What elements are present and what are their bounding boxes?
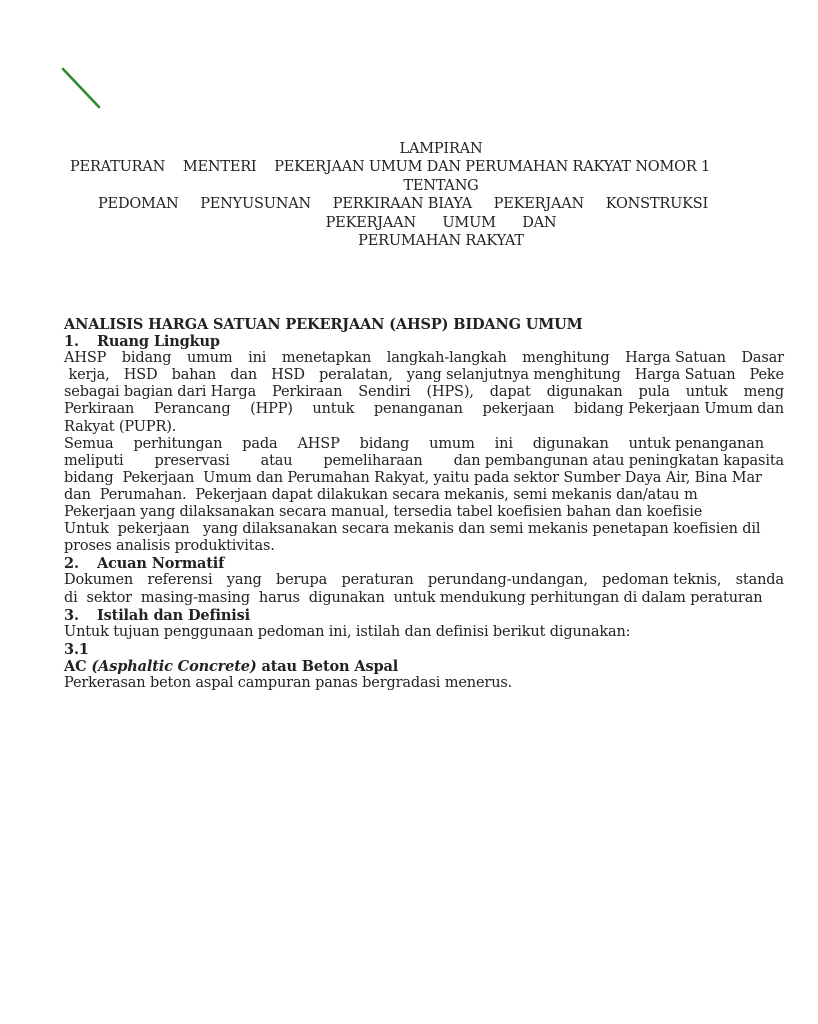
paragraph-word: bidang Pekerjaan Umum dan Perumahan Rakyat, yaitu pada sektor Sumber Daya Air, Bina Mar <box>64 469 762 486</box>
paragraph-line <box>64 384 784 401</box>
paragraph-word: bidang <box>359 435 410 452</box>
header-pekerjaan-umum: PEKERJAAN UMUM DAN <box>325 214 557 231</box>
paragraph-word: Perkiraan <box>272 384 343 401</box>
paragraph-line <box>64 436 784 453</box>
paragraph-word: Rakyat (PUPR). <box>64 418 177 435</box>
paragraph-word: digunakan <box>532 435 609 452</box>
paragraph-word: penanganan <box>373 401 463 418</box>
paragraph-line <box>64 538 784 555</box>
header-pedoman-line <box>98 195 708 213</box>
paragraph-word: Dasar <box>741 350 784 367</box>
paragraph-word: bahan <box>171 367 217 384</box>
paragraph-word: digunakan <box>546 384 623 401</box>
paragraph-line <box>64 572 784 589</box>
section-heading-text: Acuan Normatif <box>97 555 225 573</box>
paragraph-word: Dokumen <box>64 572 134 589</box>
term-prefix: AC <box>64 657 92 675</box>
paragraph-word: (HPP) <box>250 401 293 418</box>
paragraph-word: AHSP <box>64 350 107 367</box>
paragraph-word: dapat <box>489 384 531 401</box>
paragraph-word: menghitung <box>522 350 610 367</box>
paragraph-word: pemeliharaan <box>323 452 423 469</box>
paragraph-word: referensi <box>147 572 213 589</box>
section-number: 1. <box>64 333 79 351</box>
paragraph-ruang-lingkup <box>64 350 784 435</box>
paragraph-word: untuk <box>312 401 355 418</box>
paragraph-word: Pekerjaan yang dilaksanakan secara manual, tersedia tabel koefisien bahan dan koefisie <box>64 504 703 521</box>
term-heading <box>64 658 784 675</box>
section-heading-3 <box>64 607 784 624</box>
term-suffix: atau Beton Aspal <box>256 657 399 675</box>
paragraph-line <box>64 367 784 384</box>
paragraph-word: Perkiraan <box>64 401 135 418</box>
paragraph-word: ini <box>494 435 513 452</box>
paragraph-acuan-normatif <box>64 572 784 606</box>
subsection-number: 3.1 <box>64 640 89 658</box>
paragraph-word: Perancang <box>153 401 231 418</box>
paragraph-word: dan Perumahan. Pekerjaan dapat dilakukan secara mekanis, semi mekanis dan/atau m <box>64 486 698 503</box>
paragraph-word: yang <box>226 572 262 589</box>
header-word: PEDOMAN <box>98 196 179 213</box>
paragraph-word: Untuk pekerjaan yang dilaksanakan secara mekanis dan semi mekanis penetapan koefisien dil <box>64 521 761 538</box>
header-word: PENYUSUNAN <box>200 196 312 213</box>
document-header <box>64 140 784 250</box>
paragraph-word: kerja, <box>64 367 110 384</box>
paragraph-word: pada <box>242 435 278 452</box>
header-tentang: TENTANG <box>403 177 479 194</box>
section-heading-text: Istilah dan Definisi <box>97 606 251 624</box>
paragraph-word: yang selanjutnya menghitung <box>406 367 621 384</box>
paragraph-line <box>64 350 784 367</box>
paragraph-word: meliputi <box>64 452 124 469</box>
paragraph-word: umum <box>186 350 233 367</box>
paragraph-word: preservasi <box>154 452 230 469</box>
paragraph-word: dan pembangunan atau peningkatan kapasita <box>453 452 784 469</box>
paragraph-word: ini <box>248 350 267 367</box>
paragraph-istilah: Untuk tujuan penggunaan pedoman ini, istilah dan definisi berikut digunakan: <box>64 623 631 640</box>
paragraph-word: atau <box>260 452 293 469</box>
paragraph-word: Semua <box>64 435 114 452</box>
paragraph-line <box>64 504 784 521</box>
paragraph-line <box>64 487 784 504</box>
section-number: 3. <box>64 606 79 624</box>
section-heading-2 <box>64 555 784 572</box>
paragraph-perhitungan <box>64 436 784 556</box>
paragraph-word: proses analisis produktivitas. <box>64 538 275 555</box>
paragraph-word: dan <box>230 367 258 384</box>
header-perumahan-rakyat: PERUMAHAN RAKYAT <box>358 233 524 250</box>
paragraph-word: Harga Satuan <box>625 350 726 367</box>
paragraph-word: bidang Pekerjaan Umum dan <box>573 401 784 418</box>
paragraph-word: perhitungan <box>133 435 223 452</box>
paragraph-word: HSD <box>123 367 158 384</box>
paragraph-word: peralatan, <box>319 367 393 384</box>
paragraph-line <box>64 470 784 487</box>
header-peraturan-line <box>70 158 710 176</box>
paragraph-word: di sektor masing-masing harus digunakan untuk mendukung perhitungan di dalam peraturan <box>64 589 763 606</box>
paragraph-word: umum <box>429 435 475 452</box>
paragraph-word: (HPS), <box>426 384 474 401</box>
paragraph-word: pekerjaan <box>482 401 555 418</box>
header-word: PERATURAN <box>70 159 166 176</box>
header-word: PERKIRAAN BIAYA <box>332 196 472 213</box>
header-word: KONSTRUKSI <box>605 196 708 213</box>
paragraph-word: pula <box>638 384 670 401</box>
paragraph-word: AHSP <box>297 435 340 452</box>
paragraph-word: Peke <box>749 367 784 384</box>
paragraph-word: perundang-undangan, <box>427 572 588 589</box>
paragraph-word: menetapkan <box>281 350 372 367</box>
paragraph-word: meng <box>743 384 784 401</box>
section-heading-1 <box>64 333 784 350</box>
paragraph-word: bidang <box>121 350 172 367</box>
header-word: PEKERJAAN UMUM DAN PERUMAHAN RAKYAT NOMOR 1 <box>274 159 710 176</box>
paragraph-word: peraturan <box>341 572 414 589</box>
paragraph-word: langkah-langkah <box>386 350 507 367</box>
paragraph-line <box>64 590 784 607</box>
section-title: ANALISIS HARGA SATUAN PEKERJAAN (AHSP) BIDANG UMUM <box>64 316 583 333</box>
paragraph-word: pedoman teknis, <box>602 572 722 589</box>
paragraph-line <box>64 521 784 538</box>
paragraph-word: HSD <box>271 367 305 384</box>
section-number: 2. <box>64 555 79 573</box>
paragraph-word: standa <box>735 572 784 589</box>
paragraph-word: Sendiri <box>358 384 411 401</box>
term-definition: Perkerasan beton aspal campuran panas bergradasi menerus. <box>64 674 513 691</box>
paragraph-line <box>64 453 784 470</box>
paragraph-word: untuk penanganan <box>628 435 764 452</box>
header-lampiran: LAMPIRAN <box>399 141 483 157</box>
paragraph-line <box>64 419 784 436</box>
header-word: MENTERI <box>182 159 257 176</box>
paragraph-word: sebagai bagian dari Harga <box>64 384 257 401</box>
paragraph-word: untuk <box>685 384 728 401</box>
header-word: PEKERJAAN <box>493 196 584 213</box>
section-heading-text: Ruang Lingkup <box>97 333 220 351</box>
paragraph-word: berupa <box>275 572 328 589</box>
paragraph-word: Harga Satuan <box>634 367 736 384</box>
term-italic: (Asphaltic Concrete) <box>91 657 257 675</box>
paragraph-line <box>64 401 784 418</box>
document-body <box>64 316 784 692</box>
